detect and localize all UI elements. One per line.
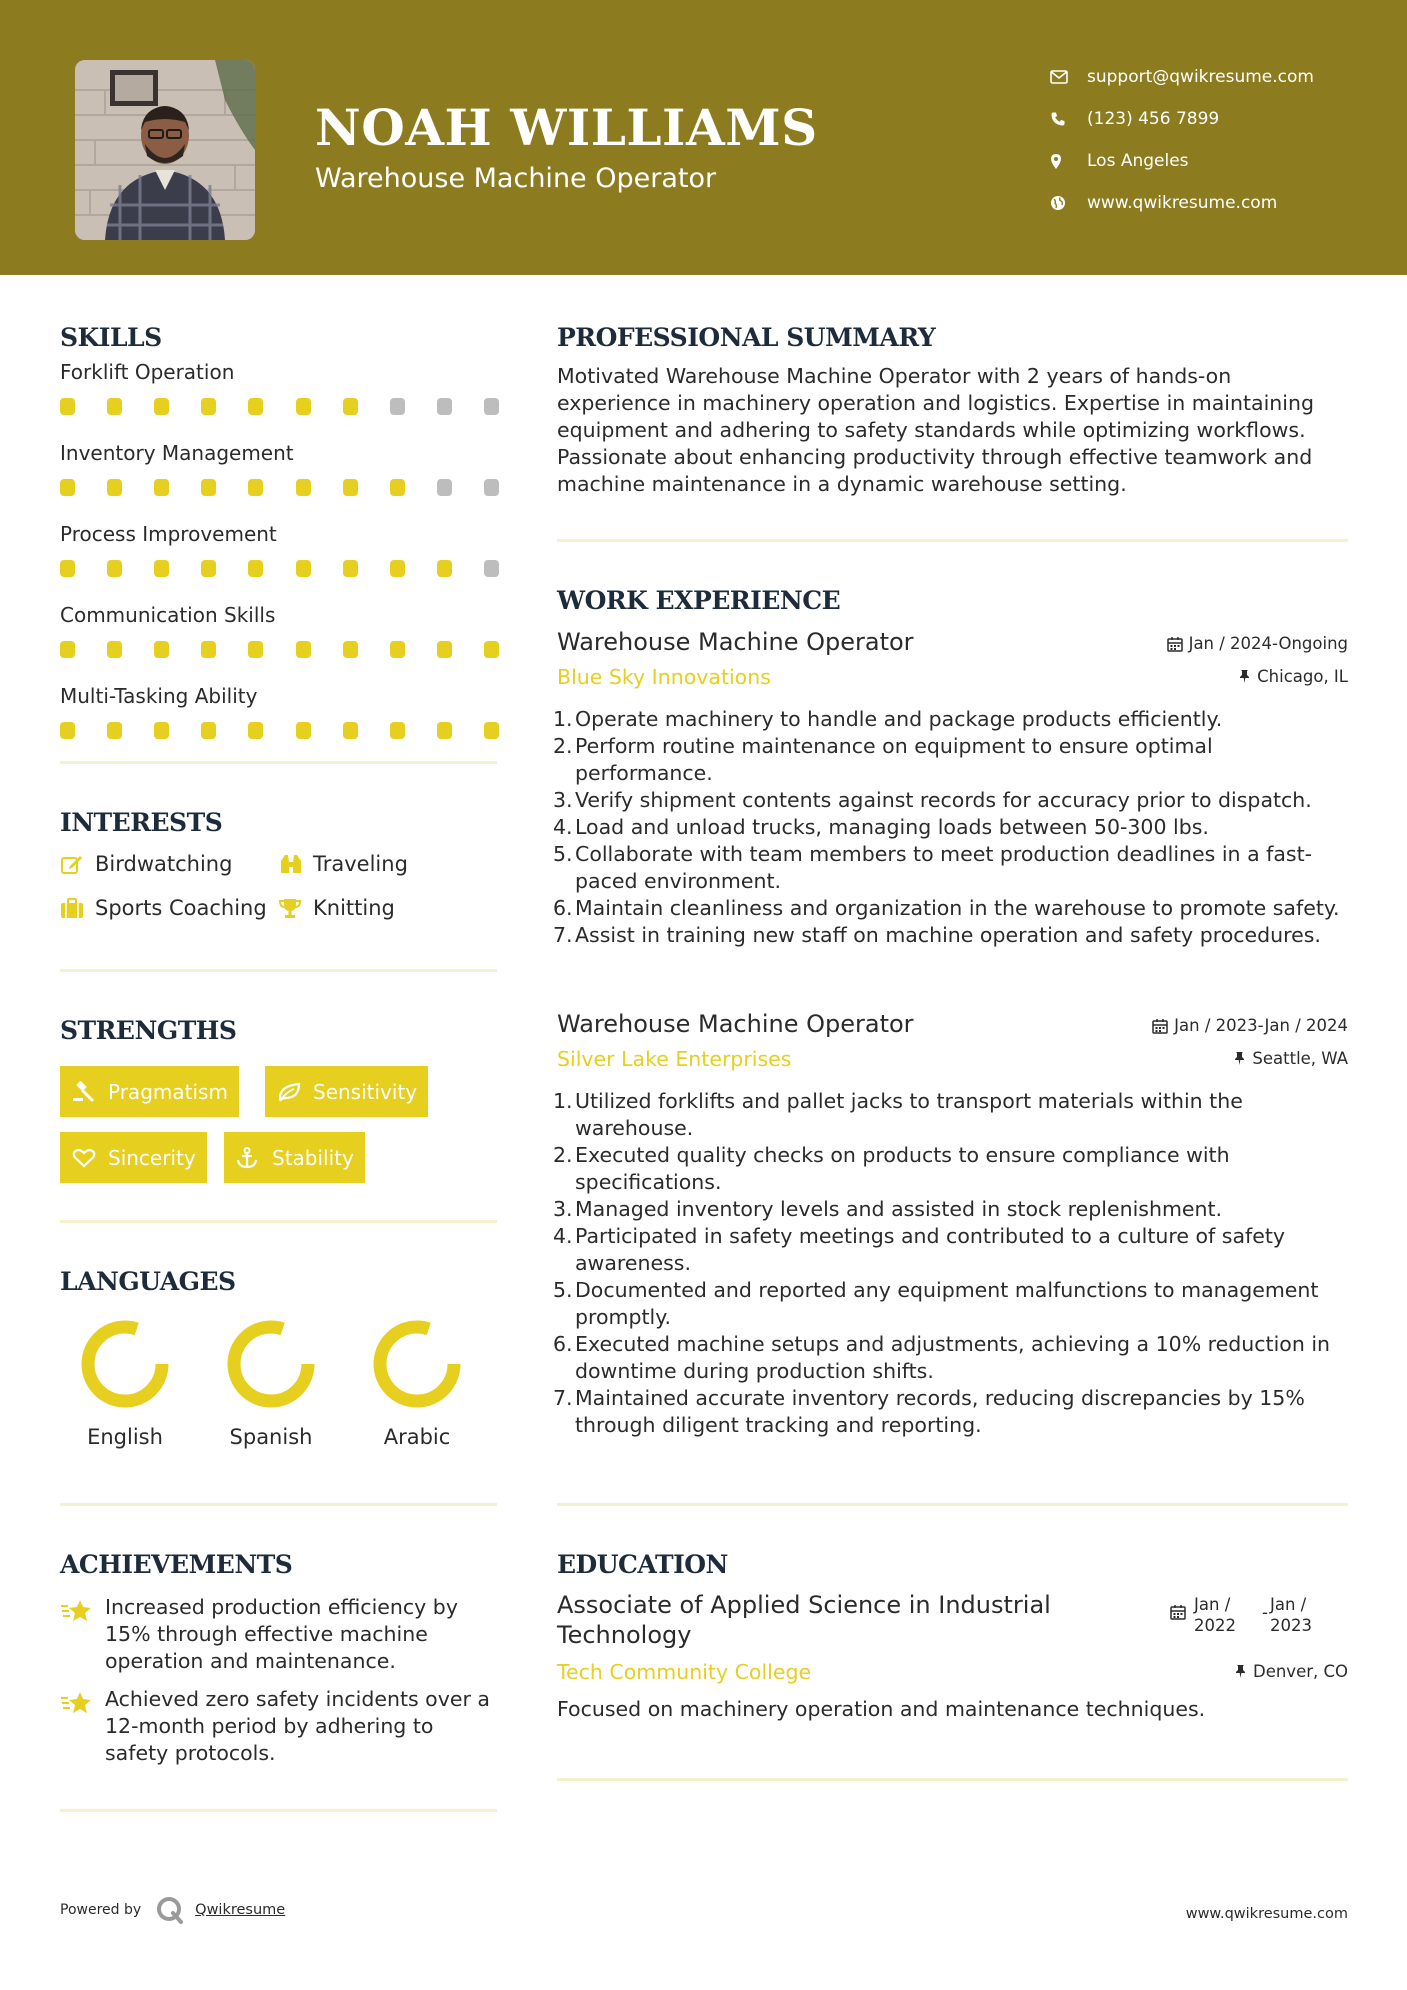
duty-item [553,1331,1348,1385]
skills-section [60,323,497,757]
company-name: Blue Sky Innovations [557,665,771,689]
candidate-title: Warehouse Machine Operator [315,163,717,194]
interest-label: Birdwatching [95,852,233,876]
gavel-icon [72,1081,108,1103]
rating-dot-empty [484,479,499,496]
rating-dot-filled [248,560,263,577]
rating-dot-empty [390,398,405,415]
rating-dot-filled [484,722,499,739]
rating-dot-empty [484,560,499,577]
summary-text: Motivated Warehouse Machine Operator with 2 years of hands-on experience in machinery operation and logistics. Expertise in maintaining equipment and adhering to safety standards while optimizing workflows. Passionate about enhancing productivity through effective teamwork and machine maintenance in a dynamic warehouse setting. [557,364,1314,496]
language-level-arc [234,1327,308,1401]
rating-dot-filled [390,479,405,496]
rating-dot-filled [296,398,311,415]
contact-email-text: support@qwikresume.com [1087,67,1314,87]
strength-label: Sensitivity [313,1079,418,1104]
duty-item [553,1385,1348,1439]
heart-icon [72,1148,108,1168]
duty-number: 4. [553,1224,573,1248]
interests-section [60,808,497,918]
rating-dot-empty [437,479,452,496]
strengths-section [60,1016,497,1186]
education-date-start: Jan / 2022 [1194,1595,1237,1635]
rating-dot-filled [296,722,311,739]
powered-by-text: Powered by [60,1902,142,1918]
summary-title: PROFESSIONAL SUMMARY [557,323,936,352]
education-location [1235,1662,1348,1681]
rating-dot-filled [201,398,216,415]
language-level-arc [88,1327,162,1401]
achievement-text: Increased production efficiency by 15% through effective machine operation and maintenance. [105,1595,458,1673]
duty-item [553,1277,1348,1331]
language-item [60,1317,190,1449]
binoculars-icon [278,853,313,875]
skill-name: Process Improvement [60,522,277,546]
company-name: Silver Lake Enterprises [557,1047,792,1071]
skill-item [60,360,497,433]
duty-item [553,1142,1348,1196]
job-entry [553,1010,1348,1440]
rating-dot-filled [60,722,75,739]
education-title: EDUCATION [557,1550,728,1579]
languages-title: LANGUAGES [60,1267,236,1296]
skill-item [60,684,497,757]
duty-number: 3. [553,1197,573,1221]
rating-dot-filled [60,479,75,496]
rating-dot-filled [484,641,499,658]
duty-item [553,733,1348,787]
achievements-section [60,1550,497,1790]
experience-section [553,586,1348,1446]
interest-label: Sports Coaching [95,896,267,920]
job-date-text: Jan / 2023-Jan / 2024 [1174,1016,1348,1035]
rating-dot-filled [107,479,122,496]
skill-rating [60,641,497,661]
rating-dot-filled [248,722,263,739]
job-title: Warehouse Machine Operator [557,628,914,656]
duty-number: 6. [553,1332,573,1356]
section-divider [557,1778,1348,1781]
footer-website-link[interactable]: www.qwikresume.com [1185,1906,1348,1922]
rating-dot-filled [390,641,405,658]
duty-item [553,841,1348,895]
language-item [206,1317,336,1449]
leaf-icon [277,1082,313,1102]
contact-email[interactable] [1050,56,1390,98]
rating-dot-filled [107,641,122,658]
rating-dot-filled [154,479,169,496]
education-section [557,1550,1348,1730]
interest-item [60,852,232,876]
degree-name: Associate of Applied Science in Industrial Technology [557,1591,1051,1649]
candidate-name: NOAH WILLIAMS [315,98,818,157]
duty-text: Collaborate with team members to meet production deadlines in a fast-paced environment. [575,842,1313,893]
education-date-end: Jan / 2023 [1270,1595,1312,1635]
pushpin-icon [1234,1051,1245,1066]
rating-dot-filled [107,398,122,415]
skill-item [60,441,497,514]
duty-number: 5. [553,842,573,866]
strength-badge [60,1066,239,1117]
duty-text: Executed machine setups and adjustments, achieving a 10% reduction in downtime during production shifts. [575,1332,1331,1383]
rating-dot-filled [201,560,216,577]
duty-item [553,922,1348,949]
job-location [1239,667,1348,686]
language-level-ring [78,1317,172,1411]
rating-dot-filled [248,479,263,496]
language-level-arc [380,1327,454,1401]
duty-list [553,1088,1348,1439]
job-date [1152,1016,1348,1035]
skill-name: Multi-Tasking Ability [60,684,258,708]
school-name: Tech Community College [557,1660,812,1684]
briefcase-icon [60,897,95,919]
rating-dot-filled [296,641,311,658]
rating-dot-filled [437,560,452,577]
duty-item [553,1223,1348,1277]
anchor-icon [236,1147,272,1169]
rating-dot-filled [390,722,405,739]
skills-list [60,360,497,757]
interest-item [60,896,267,920]
phone-icon [1050,111,1087,127]
skill-rating [60,722,497,742]
job-location-text: Seattle, WA [1252,1049,1348,1068]
rating-dot-filled [296,479,311,496]
job-location [1234,1049,1348,1068]
duty-item [553,1196,1348,1223]
language-label: English [87,1425,163,1449]
contact-location [1050,140,1390,182]
envelope-icon [1050,70,1087,84]
job-entry [553,628,1348,978]
interest-label: Traveling [313,852,408,876]
duty-number: 4. [553,815,573,839]
rating-dot-filled [201,641,216,658]
education-description: Focused on machinery operation and maintenance techniques. [557,1697,1206,1721]
brand-link[interactable]: Qwikresume [195,1902,286,1918]
job-location-text: Chicago, IL [1257,667,1348,686]
section-divider [60,1503,497,1506]
rating-dot-filled [437,641,452,658]
education-date [1170,1594,1318,1636]
skill-name: Inventory Management [60,441,294,465]
languages-section [60,1267,497,1467]
contact-list [1050,56,1390,224]
skill-name: Forklift Operation [60,360,235,384]
qwikresume-logo-icon [155,1895,185,1925]
interest-item [278,896,395,920]
duty-item [553,1088,1348,1142]
skill-rating [60,479,497,499]
duty-text: Verify shipment contents against records for accuracy prior to dispatch. [575,788,1312,812]
contact-phone-text: (123) 456 7899 [1087,109,1220,129]
rating-dot-filled [343,560,358,577]
rating-dot-filled [248,398,263,415]
job-title: Warehouse Machine Operator [557,1010,914,1038]
section-divider [60,1220,497,1223]
interest-label: Knitting [313,896,395,920]
duty-text: Utilized forklifts and pallet jacks to transport materials within the warehouse. [575,1089,1243,1140]
contact-website[interactable] [1050,182,1390,224]
duty-text: Executed quality checks on products to ensure compliance with specifications. [575,1143,1230,1194]
pushpin-icon [1235,1664,1246,1679]
skills-title: SKILLS [60,323,162,352]
rating-dot-filled [343,641,358,658]
skill-rating [60,560,497,580]
experience-title: WORK EXPERIENCE [557,586,841,615]
strengths-title: STRENGTHS [60,1016,237,1045]
contact-website-text: www.qwikresume.com [1087,193,1278,213]
duty-text: Perform routine maintenance on equipment to ensure optimal performance. [575,734,1213,785]
language-label: Spanish [229,1425,313,1449]
calendar-icon [1152,1018,1168,1034]
interest-item [278,852,408,876]
duty-text: Maintained accurate inventory records, reducing discrepancies by 15% through diligent tracking and reporting. [575,1386,1305,1437]
rating-dot-filled [154,560,169,577]
duty-number: 2. [553,1143,573,1167]
duty-number: 1. [553,1089,573,1113]
duty-number: 3. [553,788,573,812]
duty-text: Assist in training new staff on machine operation and safety procedures. [575,923,1321,947]
skill-name: Communication Skills [60,603,276,627]
section-divider [557,1503,1348,1506]
star-burst-icon [60,1594,105,1675]
rating-dot-filled [154,641,169,658]
rating-dot-filled [343,722,358,739]
duty-text: Maintain cleanliness and organization in the warehouse to promote safety. [575,896,1340,920]
duty-list [553,706,1348,949]
duty-text: Participated in safety meetings and contributed to a culture of safety awareness. [575,1224,1286,1275]
rating-dot-filled [154,398,169,415]
skill-item [60,522,497,595]
achievement-text: Achieved zero safety incidents over a 12-month period by adhering to safety protocols. [105,1687,490,1765]
strength-badge [60,1132,207,1183]
language-item [352,1317,482,1449]
achievement-item [60,1686,497,1767]
profile-photo-image [75,60,255,240]
summary-section [557,323,1348,498]
duty-number: 6. [553,896,573,920]
pushpin-icon [1239,669,1250,684]
rating-dot-filled [296,560,311,577]
globe-icon [1050,195,1087,211]
job-date [1167,634,1348,653]
duty-item [553,706,1348,733]
skill-item [60,603,497,676]
strength-label: Pragmatism [108,1079,228,1104]
section-divider [60,761,497,764]
duty-text: Managed inventory levels and assisted in stock replenishment. [575,1197,1223,1221]
education-date-separator: - [1262,1603,1268,1622]
contact-location-text: Los Angeles [1087,151,1189,171]
skill-rating [60,398,497,418]
star-burst-icon [60,1686,105,1767]
resume-header [0,0,1407,275]
rating-dot-empty [437,398,452,415]
duty-text: Documented and reported any equipment malfunctions to management promptly. [575,1278,1319,1329]
language-level-ring [370,1317,464,1411]
rating-dot-filled [343,398,358,415]
rating-dot-filled [248,641,263,658]
rating-dot-filled [107,560,122,577]
map-pin-icon [1050,153,1087,170]
calendar-icon [1167,636,1183,652]
duty-item [553,787,1348,814]
duty-item [553,895,1348,922]
achievements-title: ACHIEVEMENTS [60,1550,293,1579]
language-label: Arabic [383,1425,451,1449]
footer-powered-by [60,1895,285,1925]
strength-badge [224,1132,365,1183]
strength-label: Stability [272,1145,354,1170]
profile-photo [75,60,255,240]
duty-text: Operate machinery to handle and package products efficiently. [575,707,1223,731]
contact-phone[interactable] [1050,98,1390,140]
duty-number: 5. [553,1278,573,1302]
achievement-item [60,1594,497,1675]
pencil-square-icon [60,853,95,875]
rating-dot-filled [343,479,358,496]
rating-dot-filled [437,722,452,739]
rating-dot-filled [107,722,122,739]
section-divider [60,1809,497,1812]
calendar-icon [1170,1604,1186,1620]
rating-dot-filled [390,560,405,577]
rating-dot-filled [201,722,216,739]
rating-dot-filled [201,479,216,496]
rating-dot-filled [154,722,169,739]
language-level-ring [224,1317,318,1411]
education-location-text: Denver, CO [1252,1662,1348,1681]
trophy-icon [278,897,313,919]
interests-title: INTERESTS [60,808,223,837]
duty-text: Load and unload trucks, managing loads between 50-300 lbs. [575,815,1209,839]
section-divider [60,969,497,972]
rating-dot-filled [60,398,75,415]
duty-number: 7. [553,1386,573,1410]
rating-dot-empty [484,398,499,415]
rating-dot-filled [60,560,75,577]
duty-item [553,814,1348,841]
duty-number: 7. [553,923,573,947]
duty-number: 1. [553,707,573,731]
rating-dot-filled [60,641,75,658]
section-divider [557,539,1348,542]
strength-label: Sincerity [108,1145,196,1170]
job-date-text: Jan / 2024-Ongoing [1188,634,1348,653]
duty-number: 2. [553,734,573,758]
strength-badge [265,1066,428,1117]
